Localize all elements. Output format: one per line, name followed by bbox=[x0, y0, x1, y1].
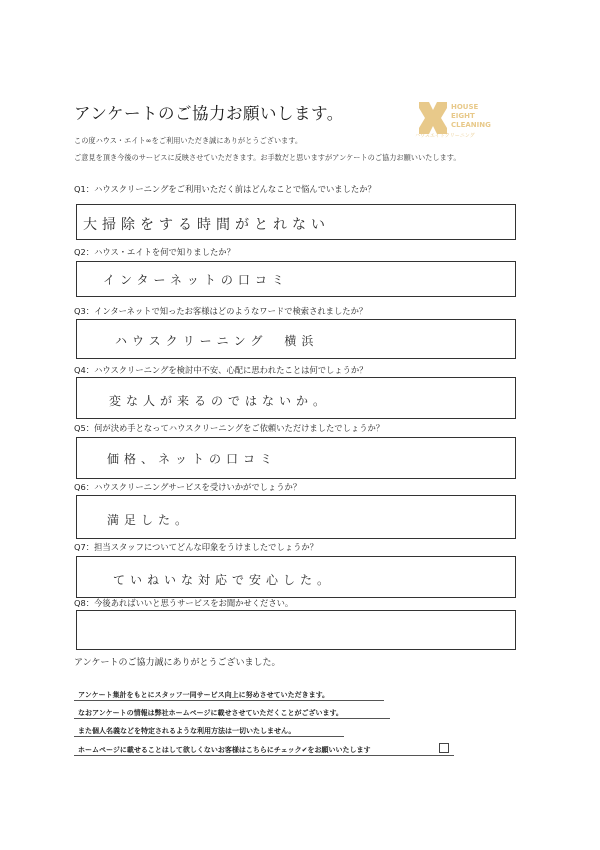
intro-line-1: この度ハウス・エイト∞をご利用いただき誠にありがとうございます。 bbox=[74, 136, 303, 145]
question-6-answer-box[interactable] bbox=[76, 495, 516, 539]
question-7-answer-box[interactable] bbox=[76, 556, 516, 598]
question-3-answer: ハウスクリーニング 横浜 bbox=[115, 334, 319, 348]
question-6-label: Q6：ハウスクリーニングサービスを受けいかがでしょうか？ bbox=[74, 482, 302, 492]
question-4-label: Q4：ハウスクリーニングを検討中不安、心配に思われたことは何でしょうか？ bbox=[74, 365, 368, 375]
company-logo bbox=[413, 98, 505, 138]
question-7-label: Q7：担当スタッフについてどんな印象をうけましたでしょうか？ bbox=[74, 542, 318, 552]
question-2-answer-box[interactable] bbox=[76, 261, 516, 297]
logo-mark-icon bbox=[419, 102, 447, 134]
question-3-label: Q3：インターネットで知ったお客様はどのようなワードで検索されましたか？ bbox=[74, 306, 368, 316]
question-6-answer: 満足した。 bbox=[107, 513, 193, 527]
question-1-answer-box[interactable] bbox=[76, 204, 516, 240]
question-2-label: Q2：ハウス・エイトを何で知りましたか？ bbox=[74, 247, 235, 257]
page-title: アンケートのご協力お願いします。 bbox=[74, 104, 344, 123]
logo-subtext: ハウスエイトクリーニング bbox=[415, 133, 475, 138]
underline-4 bbox=[74, 755, 454, 756]
question-2-answer: インターネットの口コミ bbox=[103, 273, 289, 287]
underline-2 bbox=[74, 718, 390, 719]
question-8-label: Q8：今後あればいいと思うサービスをお聞かせください。 bbox=[74, 598, 294, 608]
question-7-answer: ていねいな対応で安心した。 bbox=[113, 573, 335, 587]
opt-out-checkbox[interactable] bbox=[439, 743, 449, 753]
underline-3 bbox=[74, 736, 344, 737]
underline-1 bbox=[74, 700, 384, 701]
question-1-label: Q1：ハウスクリーニングをご利用いただく前はどんなことで悩んでいましたか？ bbox=[74, 184, 376, 194]
logo-text-line2: EIGHT bbox=[451, 112, 475, 120]
thank-you-message: アンケートのご協力誠にありがとうございました。 bbox=[74, 658, 281, 668]
question-5-answer-box[interactable] bbox=[76, 437, 516, 479]
question-8-answer-box[interactable] bbox=[76, 610, 516, 650]
intro-line-2: ご意見を頂き今後のサービスに反映させていただきます。お手数だと思いますがアンケートのご協力お願いいたします。 bbox=[74, 153, 461, 162]
question-1-answer: 大掃除をする時間がとれない bbox=[83, 217, 330, 233]
question-5-answer: 価格、ネットの口コミ bbox=[107, 452, 278, 466]
logo-text-line3: CLEANING bbox=[451, 121, 491, 129]
question-3-answer-box[interactable] bbox=[76, 319, 516, 359]
footer-note-1: アンケート集計をもとにスタッフ一同サービス向上に努めさせていただきます。 bbox=[78, 691, 330, 699]
question-4-answer-box[interactable] bbox=[76, 377, 516, 419]
footer-note-3: また個人名義などを特定されるような利用方法は一切いたしません。 bbox=[78, 727, 296, 735]
footer-note-4: ホームページに載せることはして欲しくないお客様はこちらにチェック✔をお願いいたします bbox=[78, 746, 371, 754]
logo-text-line1: HOUSE bbox=[451, 103, 479, 111]
question-4-answer: 変な人が来るのではないか。 bbox=[109, 394, 331, 408]
question-5-label: Q5：何が決め手となってハウスクリーニングをご依頼いただけましたでしょうか？ bbox=[74, 423, 385, 433]
footer-note-2: なおアンケートの情報は弊社ホームページに載せさせていただくことがございます。 bbox=[78, 709, 343, 717]
